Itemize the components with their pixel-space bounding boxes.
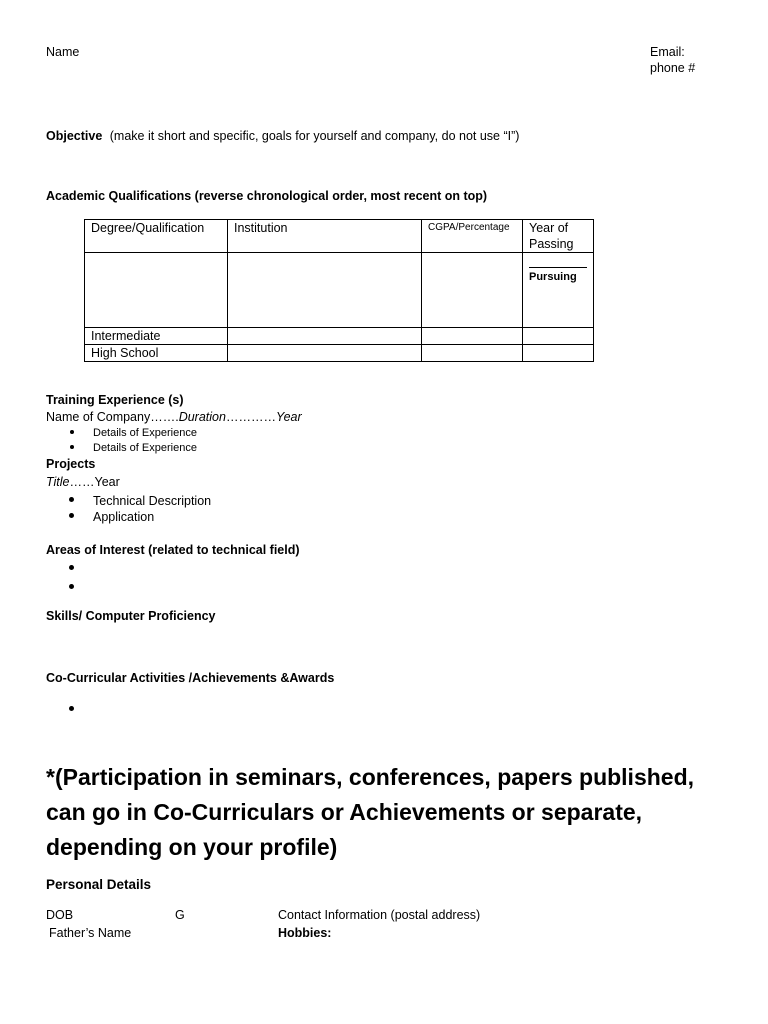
row-label: Intermediate bbox=[85, 328, 228, 345]
project-title-line bbox=[46, 474, 120, 490]
hobbies-label: Hobbies: bbox=[278, 926, 332, 940]
objective-hint: (make it short and specific, goals for yourself and company, do not use “I”) bbox=[109, 129, 520, 143]
table-cell bbox=[523, 328, 594, 345]
company-placeholder: Name of Company……. bbox=[46, 410, 179, 424]
column-header: Institution bbox=[228, 220, 422, 253]
table-cell bbox=[422, 253, 523, 328]
row-label: High School bbox=[85, 345, 228, 362]
table-cell bbox=[228, 328, 422, 345]
project-year: ……Year bbox=[69, 475, 120, 489]
skills-heading: Skills/ Computer Proficiency bbox=[46, 609, 216, 623]
column-header: Year of Passing bbox=[523, 220, 594, 253]
academic-table bbox=[84, 219, 594, 362]
table-cell bbox=[228, 253, 422, 328]
duration-placeholder: Duration bbox=[178, 410, 226, 424]
name-label: Name bbox=[46, 45, 80, 59]
column-header: CGPA/Percentage bbox=[422, 220, 523, 253]
bullet-icon bbox=[69, 513, 74, 518]
father-name-label: Father’s Name bbox=[49, 926, 132, 940]
table-cell bbox=[523, 253, 594, 328]
personal-heading: Personal Details bbox=[46, 877, 152, 892]
objective-line bbox=[46, 128, 519, 144]
training-detail: Details of Experience bbox=[93, 427, 197, 439]
bullet-icon bbox=[69, 497, 74, 502]
table-row bbox=[85, 328, 594, 345]
pursuing-rule bbox=[529, 267, 587, 268]
dob-label: DOB bbox=[46, 908, 74, 922]
training-line bbox=[46, 409, 302, 425]
pursuing-label: Pursuing bbox=[529, 271, 577, 283]
column-header: Degree/Qualification bbox=[85, 220, 228, 253]
bullet-icon bbox=[69, 706, 74, 711]
bullet-icon bbox=[69, 565, 74, 570]
table-cell bbox=[422, 328, 523, 345]
bullet-icon bbox=[70, 445, 74, 449]
table-cell bbox=[85, 253, 228, 328]
bullet-icon bbox=[69, 584, 74, 589]
table-row bbox=[85, 345, 594, 362]
table-row bbox=[85, 253, 594, 328]
table-cell bbox=[228, 345, 422, 362]
cocurricular-heading: Co-Curricular Activities /Achievements &Awards bbox=[46, 671, 335, 685]
training-heading: Training Experience (s) bbox=[46, 393, 184, 407]
objective-label: Objective bbox=[46, 129, 103, 143]
project-title: Title bbox=[46, 475, 70, 489]
g-label: G bbox=[175, 908, 185, 922]
academic-heading: Academic Qualifications (reverse chronological order, most recent on top) bbox=[46, 189, 488, 203]
projects-heading: Projects bbox=[46, 457, 96, 471]
phone-label: phone # bbox=[650, 61, 696, 75]
interests-heading: Areas of Interest (related to technical field) bbox=[46, 543, 300, 557]
table-header-row bbox=[85, 220, 594, 253]
email-label: Email: bbox=[650, 45, 685, 59]
project-item: Technical Description bbox=[93, 494, 212, 508]
project-item: Application bbox=[93, 510, 155, 524]
year-placeholder: Year bbox=[275, 410, 302, 424]
contact-label: Contact Information (postal address) bbox=[278, 908, 481, 922]
dots-placeholder: ………… bbox=[225, 410, 276, 424]
bullet-icon bbox=[70, 430, 74, 434]
training-detail: Details of Experience bbox=[93, 442, 197, 454]
participation-note: *(Participation in seminars, conferences, papers published, can go in Co-Curriculars or Achievements or separate, depending on your profile) bbox=[46, 764, 695, 860]
table-cell bbox=[422, 345, 523, 362]
table-cell bbox=[523, 345, 594, 362]
